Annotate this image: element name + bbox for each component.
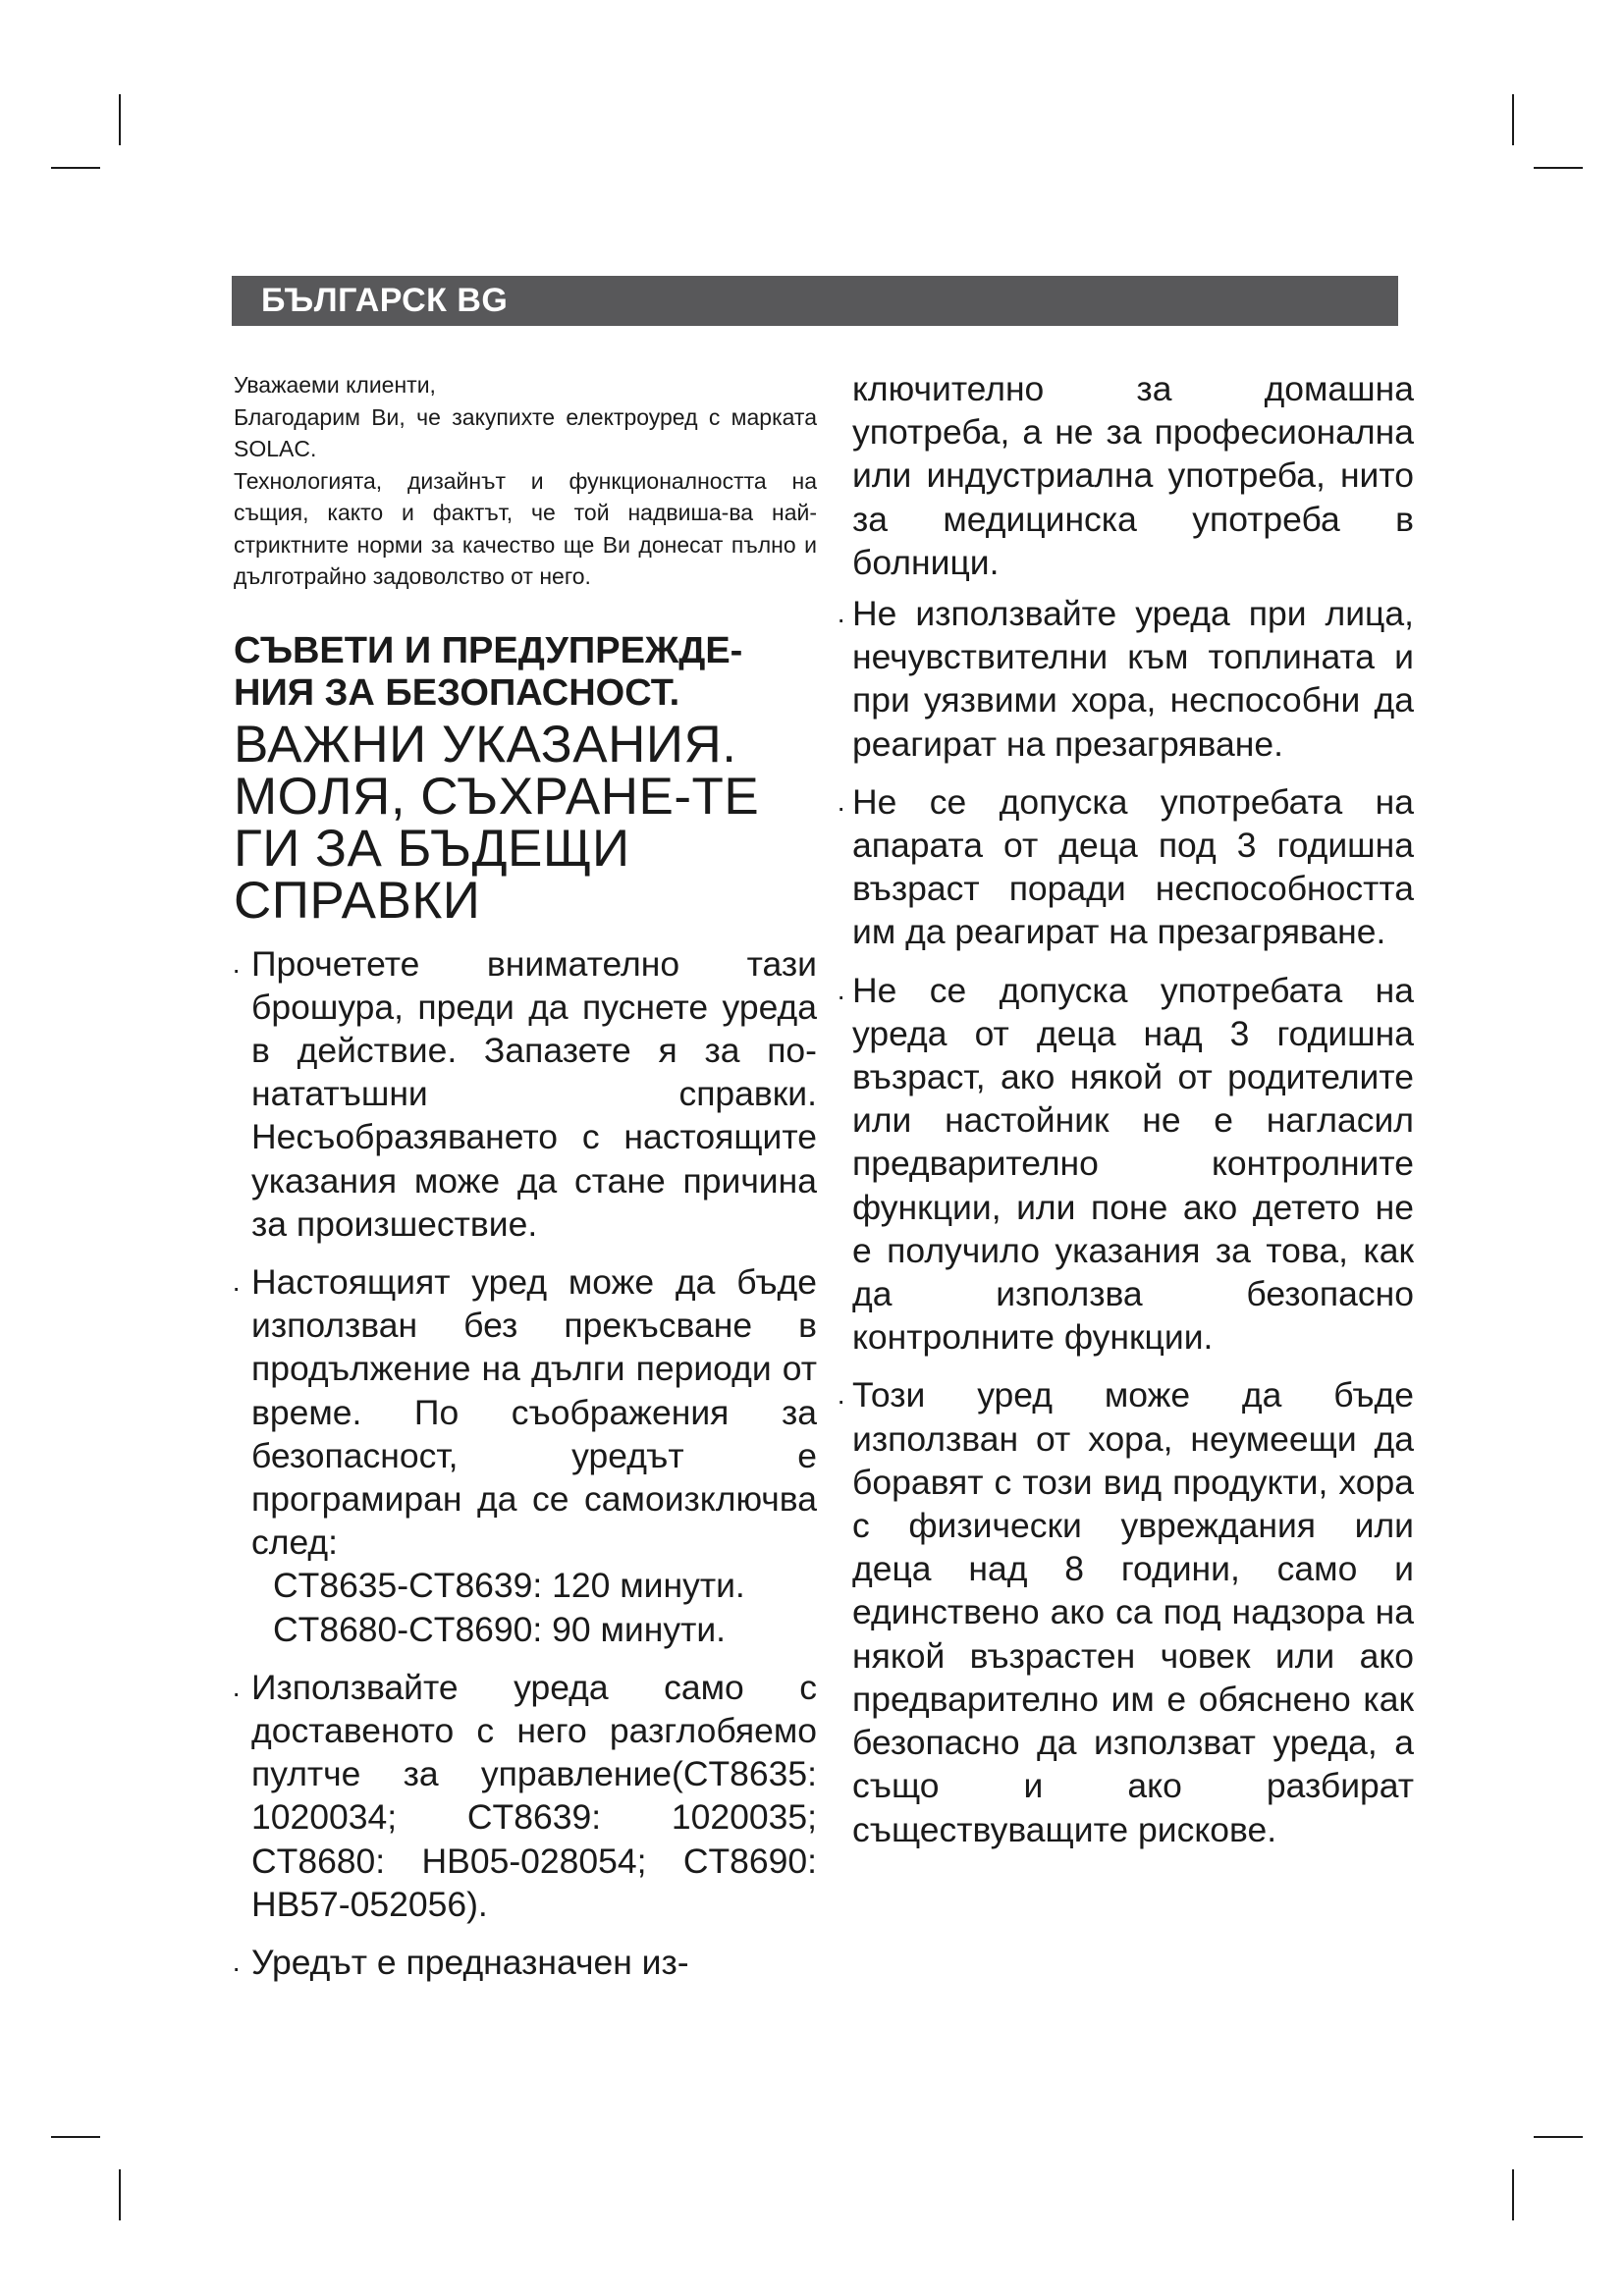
timer-model-line: CT8635-CT8639: 120 минути.	[273, 1566, 745, 1606]
list-item: · Не се допуска употребата на апарата от деца под 3 годишна възраст поради неспособността им да реагират на презагряване.	[837, 780, 1414, 954]
thanks-paragraph: Благодарим Ви, че закупихте електроуред с марката SOLAC.	[234, 403, 817, 461]
list-item: · Използвайте уреда само с доставеното с него разглобяемо пултче за управление(CT8635: 1020034; CT8639: 1020035; CT8680: HB05-028054; CT8690: HB57-052056).	[232, 1666, 817, 1926]
list-item: · Настоящият уред може да бъде използван без прекъсване в продължение на дълги периоди от време. По съображения за безопасност, уредът е програмиран да се самоизключва след: CT8635-CT8639: 120 минути. CT8680-CT8690: 90 минути.	[232, 1260, 817, 1651]
timer-model-line: CT8680-CT8690: 90 минути.	[273, 1609, 727, 1649]
continued-paragraph: ключително за домашна употреба, а не за професионална или индустриална употреба, нито за медицинска употреба в болници.	[852, 369, 1414, 582]
language-section-header	[232, 276, 1398, 326]
crop-mark	[1512, 94, 1514, 145]
crop-mark	[119, 2169, 121, 2220]
crop-mark	[1534, 167, 1583, 169]
technology-paragraph: Технологията, дизайнът и функционалността на същия, както и фактът, че той надвиша-ва най-стриктните норми за качество ще Ви донесат пълно и дълготрайно задоволство от него.	[234, 467, 817, 589]
list-item: · Този уред може да бъде използван от хора, неумеещи да боравят с този вид продукти, хора с физически увреждания или деца над 8 години, само и единствено ако са под надзора на някой възрастен човек или ако предварително им е обяснено как безопасно да използват уреда, а също и ако разбират съществуващите рискове.	[837, 1373, 1414, 1850]
crop-mark	[1512, 2169, 1514, 2220]
crop-mark	[51, 2136, 100, 2138]
intro-text	[234, 369, 817, 593]
list-item: · Не използвайте уреда при лица, нечувствителни към топлината и при уязвими хора, неспособни да реагират на презагряване.	[837, 592, 1414, 766]
section-title: БЪЛГАРСК BG	[261, 282, 509, 319]
greeting: Уважаеми клиенти,	[234, 372, 436, 398]
list-item: · Уредът е предназначен из-	[232, 1941, 817, 1984]
list-item: · Не се допуска употребата на уреда от деца над 3 годишна възраст, ако някой от родителите или настойник не е нагласил предварително контролните функции, или поне ако детето не е получило указания за това, как да използва безопасно контролните функции.	[837, 969, 1414, 1360]
right-column	[837, 367, 1414, 1866]
safety-list-left	[232, 942, 817, 1985]
crop-mark	[51, 167, 100, 169]
important-instructions-title: ВАЖНИ УКАЗАНИЯ. МОЛЯ, СЪХРАНЕ-ТЕ ГИ ЗА БЪДЕЩИ СПРАВКИ	[234, 715, 760, 930]
safety-heading: СЪВЕТИ И ПРЕДУПРЕЖДЕ-НИЯ ЗА БЕЗОПАСНОСТ.	[234, 629, 743, 714]
safety-list-right	[837, 592, 1414, 1851]
crop-mark	[119, 94, 121, 145]
left-column	[232, 369, 817, 1999]
list-item: · Прочетете внимателно тази брошура, преди да пуснете уреда в действие. Запазете я за по-нататъшни справки. Несъобразяването с настоящите указания може да стане причина за произшествие.	[232, 942, 817, 1246]
crop-mark	[1534, 2136, 1583, 2138]
